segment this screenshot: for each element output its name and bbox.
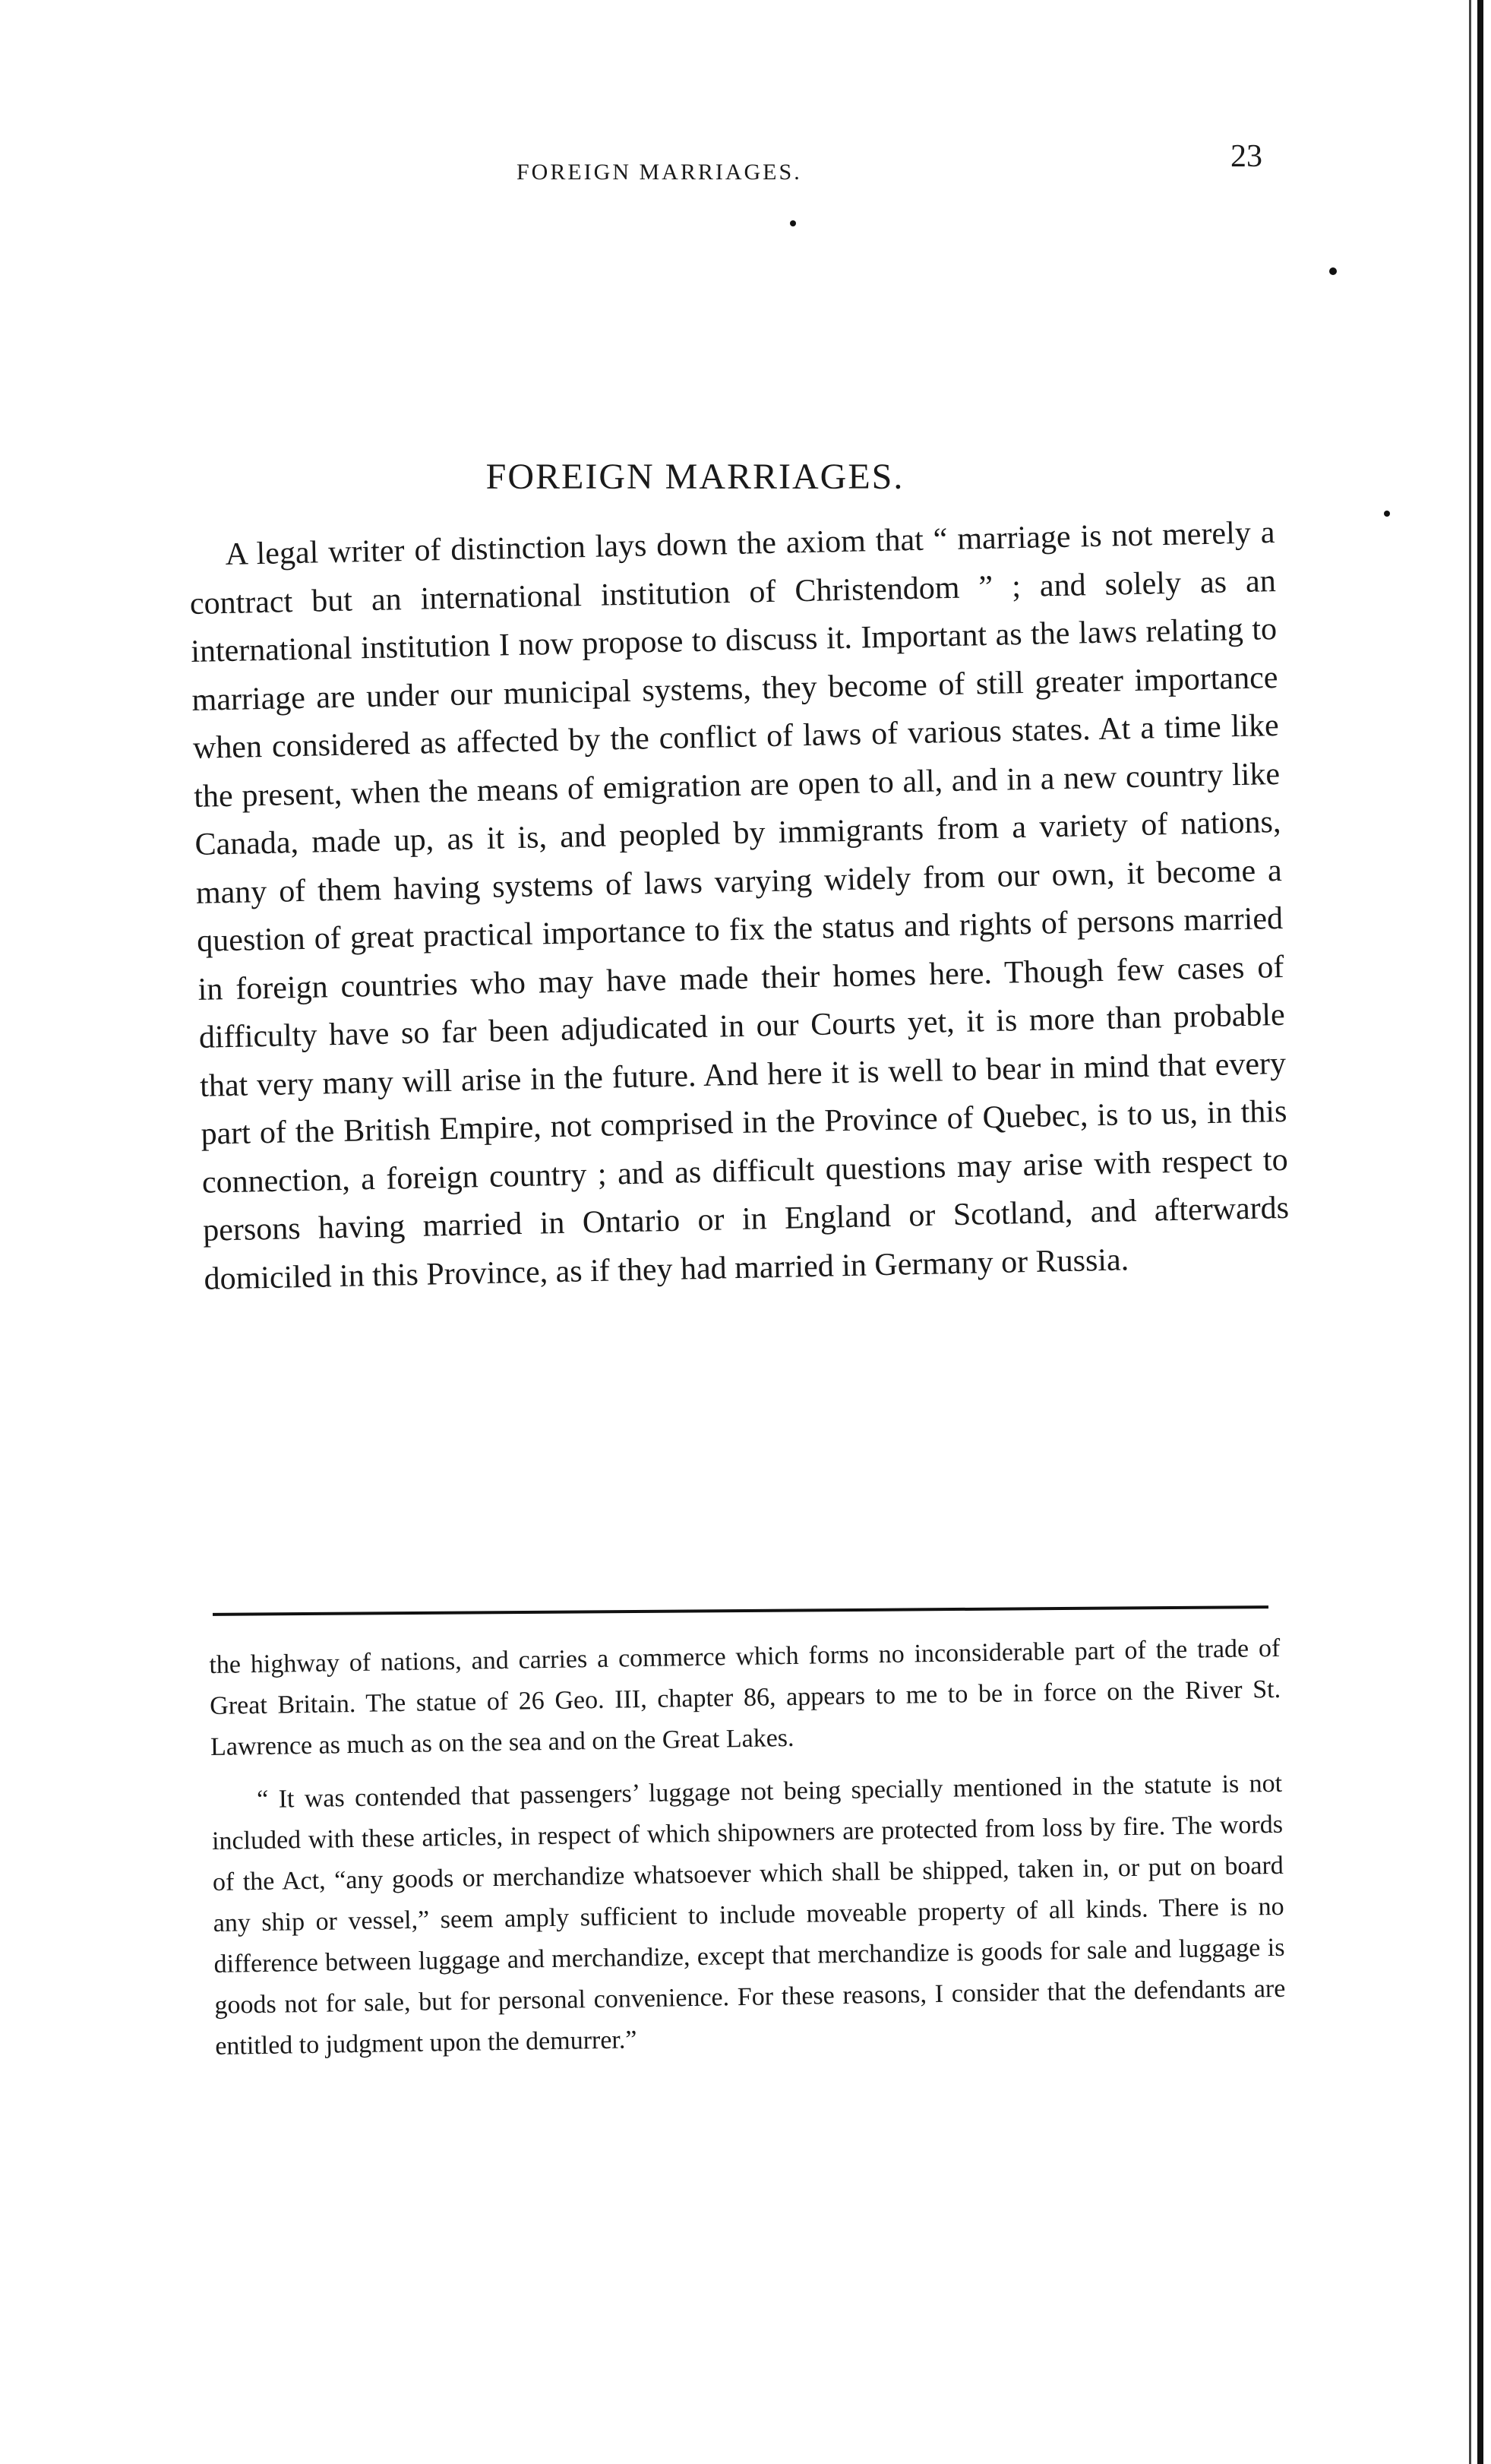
- page-edge-border: [1477, 0, 1483, 2464]
- body-paragraph: A legal writer of distinction lays down the axiom that “ marriage is not merely a contract but an international institution of Christendom ” ; and solely as an international institution I now propose to discuss it. Important as the laws relating to marriage are under our municipal systems, they become of still greater importance when considered as affected by the conflict of laws of various states. At a time like the present, when the means of emigration are open to all, and in a new country like Canada, made up, as it is, and peopled by immigrants from a variety of nations, many of them having systems of laws varying widely from our own, it become a question of great practical importance to fix the status and rights of persons married in foreign countries who may have made their homes here. Though few cases of difficulty have so far been adjudicated in our Courts yet, it is more than probable that very many will arise in the future. And here it is well to bear in mind that every part of the British Empire, not comprised in the Province of Quebec, is to us, in this connection, a foreign country ; and as difficult questions may arise with respect to persons having married in Ontario or in England or Scotland, and afterwards domiciled in this Province, as if they had married in Germany or Russia.: [189, 515, 1290, 1297]
- page-edge-shadow: [1469, 0, 1471, 2464]
- footnote-divider: [213, 1605, 1268, 1616]
- page-number: 23: [1230, 139, 1262, 174]
- running-head: FOREIGN MARRIAGES.: [516, 160, 802, 185]
- chapter-title: FOREIGN MARRIAGES.: [485, 457, 905, 497]
- footnotes: [209, 1628, 1287, 2080]
- ink-speck: [790, 220, 796, 226]
- footnote-quote: “ It was contended that passengers’ luggage not being specially mentioned in the statute is not included with these articles, in respect of which shipowners are protected from loss by fire. The words of the Act, “any goods or merchandize whatsoever which shall be shipped, taken in, or put on board any ship or vessel,” seem amply sufficient to include moveable property of all kinds. There is no difference between luggage and merchandize, except that merchandize is goods for sale and luggage is goods not for sale, but for personal convenience. For these reasons, I consider that the defendants are entitled to judgment upon the demurrer.”: [211, 1769, 1286, 2061]
- ink-speck: [1384, 511, 1390, 517]
- footnote-continuation: the highway of nations, and carries a commerce which forms no inconsiderable part of the trade of Great Britain. The statue of 26 Geo. III, chapter 86, appears to me to be in force on the River St. Lawrence as much as on the sea and on the Great Lakes.: [209, 1634, 1281, 1761]
- ink-speck: [1329, 267, 1337, 275]
